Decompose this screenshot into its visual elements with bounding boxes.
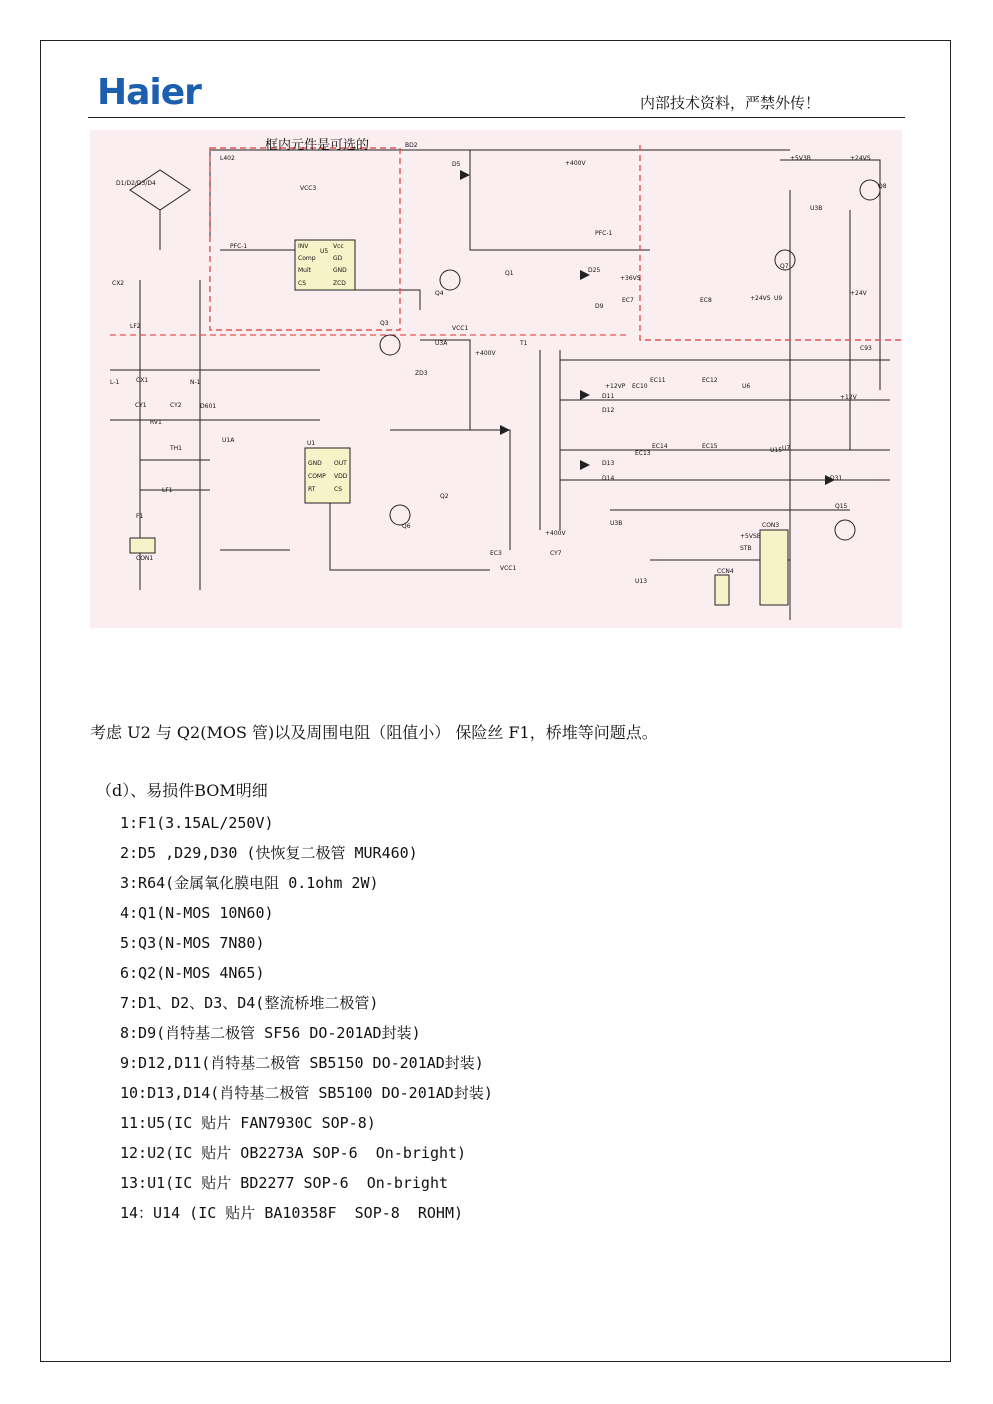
svg-text:U3B: U3B — [610, 520, 623, 527]
svg-text:L402: L402 — [220, 155, 235, 162]
svg-text:U13: U13 — [635, 578, 648, 585]
svg-text:Q4: Q4 — [435, 290, 444, 297]
connector-con3 — [760, 530, 788, 605]
svg-text:Q15: Q15 — [835, 503, 848, 510]
svg-text:GD: GD — [333, 255, 343, 262]
svg-text:+12VP: +12VP — [605, 383, 626, 390]
svg-text:D13: D13 — [602, 460, 615, 467]
svg-text:D5: D5 — [452, 161, 461, 168]
svg-text:TH1: TH1 — [170, 445, 182, 452]
bom-item: 9:D12,D11(肖特基二极管 SB5150 DO-201AD封装) — [120, 1054, 484, 1072]
optional-box-outline-right — [640, 145, 902, 340]
bom-item: 11:U5(IC 贴片 FAN7930C SOP-8) — [120, 1114, 376, 1132]
svg-text:T1: T1 — [520, 340, 528, 347]
bom-item: 13:U1(IC 贴片 BD2277 SOP-6 On-bright — [120, 1174, 449, 1192]
bom-item: 3:R64(金属氧化膜电阻 0.1ohm 2W) — [120, 874, 379, 892]
optional-box-note: 框内元件是可选的 — [265, 138, 370, 153]
svg-text:Q6: Q6 — [402, 523, 411, 530]
svg-text:ZD3: ZD3 — [415, 370, 428, 377]
svg-text:CY1: CY1 — [135, 402, 147, 409]
bom-list — [120, 808, 493, 1228]
svg-text:U1: U1 — [307, 440, 316, 447]
svg-text:CON1: CON1 — [136, 555, 154, 562]
svg-text:EC12: EC12 — [702, 377, 718, 384]
svg-text:CON3: CON3 — [762, 522, 780, 529]
bom-item: 4:Q1(N-MOS 10N60) — [120, 904, 274, 922]
svg-text:U1A: U1A — [222, 437, 235, 444]
svg-text:INV: INV — [298, 243, 309, 250]
svg-text:LF1: LF1 — [162, 487, 173, 494]
svg-text:CX1: CX1 — [136, 377, 149, 384]
svg-text:+400V: +400V — [565, 160, 586, 167]
svg-text:D31: D31 — [830, 475, 843, 482]
bom-item: 1:F1(3.15AL/250V) — [120, 814, 274, 832]
svg-text:EC7: EC7 — [622, 297, 634, 304]
svg-text:RV1: RV1 — [150, 419, 162, 426]
svg-text:U9: U9 — [774, 295, 783, 302]
svg-text:D25: D25 — [588, 267, 601, 274]
svg-text:CX2: CX2 — [112, 280, 125, 287]
svg-text:ZCD: ZCD — [333, 280, 346, 287]
svg-text:PFC-1: PFC-1 — [230, 243, 248, 250]
svg-text:L-1: L-1 — [110, 379, 120, 386]
svg-text:+24V: +24V — [850, 290, 867, 297]
bom-item: 2:D5 ,D29,D30 (快恢复二极管 MUR460) — [120, 844, 418, 862]
svg-text:+400V: +400V — [545, 530, 566, 537]
confidential-notice: 内部技术资料，严禁外传！ — [640, 94, 821, 112]
svg-text:EC13: EC13 — [635, 450, 651, 457]
svg-text:U6: U6 — [742, 383, 751, 390]
svg-text:+24VS: +24VS — [850, 155, 871, 162]
svg-text:+5V3B: +5V3B — [790, 155, 811, 162]
svg-text:U3A: U3A — [435, 340, 448, 347]
bom-item: 14：U14 (IC 贴片 BA10358F SOP-8 ROHM) — [120, 1204, 464, 1222]
svg-text:EC8: EC8 — [700, 297, 712, 304]
bom-item: 6:Q2(N-MOS 4N65) — [120, 964, 265, 982]
svg-text:N-1: N-1 — [190, 379, 201, 386]
svg-text:U15: U15 — [770, 447, 783, 454]
svg-text:STB: STB — [740, 545, 752, 552]
svg-text:VDD: VDD — [334, 473, 348, 480]
svg-text:VCC3: VCC3 — [300, 185, 317, 192]
connector-ccn4 — [715, 575, 729, 605]
troubleshooting-note: 考虑 U2 与 Q2(MOS 管)以及周围电阻（阻值小） 保险丝 F1，桥堆等问题点。 — [90, 723, 658, 742]
svg-text:Vcc: Vcc — [333, 243, 344, 250]
svg-text:GND: GND — [333, 267, 347, 274]
svg-text:D601: D601 — [200, 403, 217, 410]
svg-text:VCC1: VCC1 — [452, 325, 469, 332]
circuit-schematic — [90, 130, 902, 628]
svg-text:+400V: +400V — [475, 350, 496, 357]
svg-text:D9: D9 — [595, 303, 604, 310]
svg-text:U3B: U3B — [810, 205, 823, 212]
svg-text:Q3: Q3 — [380, 320, 389, 327]
schematic-svg — [90, 130, 902, 628]
bom-section-title: （d）、易损件BOM明细 — [96, 781, 268, 800]
svg-text:U5: U5 — [320, 248, 329, 255]
connector-con1 — [130, 538, 155, 553]
svg-text:D1/D2/D3/D4: D1/D2/D3/D4 — [116, 180, 156, 187]
svg-text:+12V: +12V — [840, 394, 857, 401]
svg-text:OUT: OUT — [334, 460, 347, 467]
svg-text:Comp: Comp — [298, 255, 316, 262]
svg-text:GND: GND — [308, 460, 322, 467]
svg-text:EC15: EC15 — [702, 443, 718, 450]
svg-text:EC3: EC3 — [490, 550, 502, 557]
svg-text:Q8: Q8 — [878, 183, 887, 190]
svg-text:EC11: EC11 — [650, 377, 666, 384]
bom-item: 8:D9(肖特基二极管 SF56 DO-201AD封装) — [120, 1024, 421, 1042]
svg-text:CS: CS — [298, 280, 306, 287]
svg-text:BD2: BD2 — [405, 142, 418, 149]
optional-box-outline — [210, 148, 400, 330]
svg-text:RT: RT — [308, 486, 316, 493]
svg-text:+5VSB: +5VSB — [740, 533, 761, 540]
svg-text:D12: D12 — [602, 407, 615, 414]
svg-text:Mult: Mult — [298, 267, 311, 274]
svg-text:EC10: EC10 — [632, 383, 648, 390]
svg-text:Q1: Q1 — [505, 270, 514, 277]
svg-text:VCC1: VCC1 — [500, 565, 517, 572]
svg-text:+36VS: +36VS — [620, 275, 641, 282]
svg-text:PFC-1: PFC-1 — [595, 230, 613, 237]
svg-text:D14: D14 — [602, 475, 615, 482]
svg-text:U7: U7 — [782, 445, 791, 452]
svg-text:COMP: COMP — [308, 473, 326, 480]
svg-text:Q2: Q2 — [440, 493, 449, 500]
svg-text:D11: D11 — [602, 393, 615, 400]
bom-item: 5:Q3(N-MOS 7N80) — [120, 934, 265, 952]
svg-text:LF2: LF2 — [130, 323, 141, 330]
svg-text:C93: C93 — [860, 345, 872, 352]
bom-item: 12:U2(IC 贴片 OB2273A SOP-6 On-bright) — [120, 1144, 467, 1162]
svg-text:CS: CS — [334, 486, 342, 493]
svg-text:+24VS: +24VS — [750, 295, 771, 302]
svg-text:CY2: CY2 — [170, 402, 182, 409]
svg-text:Q7: Q7 — [780, 263, 789, 270]
svg-text:F1: F1 — [136, 513, 144, 520]
header-divider — [88, 117, 905, 118]
bom-item: 10:D13,D14(肖特基二极管 SB5100 DO-201AD封装) — [120, 1084, 493, 1102]
svg-text:CY7: CY7 — [550, 550, 562, 557]
svg-text:CCN4: CCN4 — [717, 568, 734, 575]
svg-text:EC14: EC14 — [652, 443, 668, 450]
haier-logo: Haier — [97, 72, 201, 113]
bom-item: 7:D1、D2、D3、D4(整流桥堆二极管) — [120, 994, 379, 1012]
